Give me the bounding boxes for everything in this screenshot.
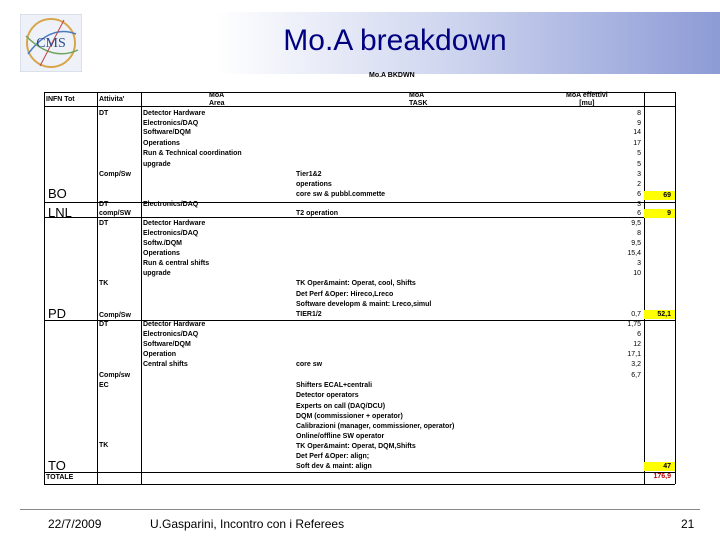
value-cell: 12 — [633, 341, 641, 348]
activity-cell: EC — [99, 382, 109, 389]
section-totale: TOTALE — [46, 474, 74, 481]
activity-cell: Comp/Sw — [99, 312, 131, 319]
header-task: MoA TASK — [409, 92, 428, 107]
moa-table — [44, 72, 675, 484]
activity-cell: Comp/Sw — [99, 171, 131, 178]
activity-cell: TK — [99, 442, 109, 449]
task-cell: T2 operation — [296, 210, 339, 217]
area-cell: Operations — [143, 250, 180, 257]
area-cell: Electronics/DAQ — [143, 201, 199, 208]
task-cell: Experts on call (DAQ/DCU) — [296, 403, 386, 410]
total-bo: 69 — [663, 192, 671, 199]
task-cell: operations — [296, 181, 332, 188]
task-cell: core sw — [296, 361, 323, 368]
cms-logo — [20, 14, 82, 72]
area-cell: Central shifts — [143, 361, 188, 368]
task-cell: Calibrazioni (manager, commissioner, operator) — [296, 423, 455, 430]
activity-cell: DT — [99, 321, 109, 328]
section-bo: BO — [48, 186, 67, 201]
value-cell: 17 — [633, 140, 641, 147]
total-pd: 52,1 — [657, 311, 671, 318]
activity-cell: DT — [99, 110, 109, 117]
activity-cell: TK — [99, 280, 109, 287]
value-cell: 9,5 — [631, 240, 641, 247]
activity-cell: DT — [99, 220, 109, 227]
header-attivita: Attivita' — [99, 96, 125, 103]
area-cell: Software/DQM — [143, 129, 191, 136]
footer-divider — [20, 509, 700, 510]
area-cell: Run & Technical coordination — [143, 150, 242, 157]
value-cell: 6,7 — [631, 372, 641, 379]
value-cell: 9,5 — [631, 220, 641, 227]
value-cell: 3 — [637, 260, 641, 267]
area-cell: Softw./DQM — [143, 240, 183, 247]
area-cell: Operations — [143, 140, 180, 147]
section-pd: PD — [48, 306, 67, 321]
value-cell: 14 — [633, 129, 641, 136]
task-cell: Software developm & maint: Lreco,simul — [296, 301, 432, 308]
slide-title: Mo.A breakdown — [283, 24, 507, 57]
task-cell: core sw & pubbl.commette — [296, 191, 386, 198]
task-cell: TK Oper&maint: Operat, cool, Shifts — [296, 280, 416, 287]
area-cell: Detector Hardware — [143, 110, 206, 117]
value-cell: 6 — [637, 331, 641, 338]
value-cell: 3,2 — [631, 361, 641, 368]
area-cell: upgrade — [143, 161, 171, 168]
value-cell: 8 — [637, 110, 641, 117]
value-cell: 5 — [637, 161, 641, 168]
area-cell: Electronics/DAQ — [143, 230, 199, 237]
activity-cell: Comp/sw — [99, 372, 131, 379]
header-effettivi: MoA effettivi [mu] — [566, 92, 608, 107]
task-cell: TIER1/2 — [296, 311, 322, 318]
value-cell: 17,1 — [627, 351, 641, 358]
area-cell: upgrade — [143, 270, 171, 277]
task-cell: TK Oper&maint: Operat, DQM,Shifts — [296, 443, 416, 450]
total-to: 47 — [663, 463, 671, 470]
value-cell: 3 — [637, 171, 641, 178]
section-lnl: LNL — [48, 205, 72, 220]
area-cell: Detector Hardware — [143, 220, 206, 227]
value-cell: 6 — [637, 210, 641, 217]
page-number: 21 — [681, 517, 695, 531]
logo-text: CMS — [36, 36, 66, 51]
activity-cell: comp/SW — [99, 210, 131, 217]
area-cell: Detector Hardware — [143, 321, 206, 328]
area-cell: Electronics/DAQ — [143, 331, 199, 338]
value-cell: 2 — [637, 181, 641, 188]
task-cell: Det Perf &Oper: Hireco,Lreco — [296, 291, 394, 298]
grand-total: 176,9 — [653, 473, 671, 480]
section-to: TO — [48, 458, 66, 473]
area-cell: Operation — [143, 351, 177, 358]
value-cell: 9 — [637, 120, 641, 127]
task-cell: Soft dev & maint: align — [296, 463, 372, 470]
header-infn-tot: INFN Tot — [46, 96, 75, 103]
footer-author: U.Gasparini, Incontro con i Referees — [150, 517, 345, 531]
activity-cell: DT — [99, 201, 109, 208]
value-cell: 0,7 — [631, 311, 641, 318]
task-cell: Det Perf &Oper: align; — [296, 453, 370, 460]
value-cell: 15,4 — [627, 250, 641, 257]
area-cell: Run & central shifts — [143, 260, 210, 267]
task-cell: DQM (commissioner + operator) — [296, 413, 403, 420]
sheet-title: Mo.A BKDWN — [369, 72, 415, 79]
value-cell: 5 — [637, 150, 641, 157]
total-lnl: 9 — [667, 210, 671, 217]
value-cell: 6 — [637, 191, 641, 198]
header-area: MoA Area — [209, 92, 225, 107]
task-cell: Tier1&2 — [296, 171, 322, 178]
task-cell: Detector operators — [296, 392, 359, 399]
task-cell: Online/offline SW operator — [296, 433, 385, 440]
task-cell: Shifters ECAL+centrali — [296, 382, 373, 389]
area-cell: Software/DQM — [143, 341, 191, 348]
value-cell: 3 — [637, 201, 641, 208]
area-cell: Electronics/DAQ — [143, 120, 199, 127]
value-cell: 8 — [637, 230, 641, 237]
footer-date: 22/7/2009 — [48, 517, 102, 531]
value-cell: 10 — [633, 270, 641, 277]
value-cell: 1,75 — [627, 321, 641, 328]
